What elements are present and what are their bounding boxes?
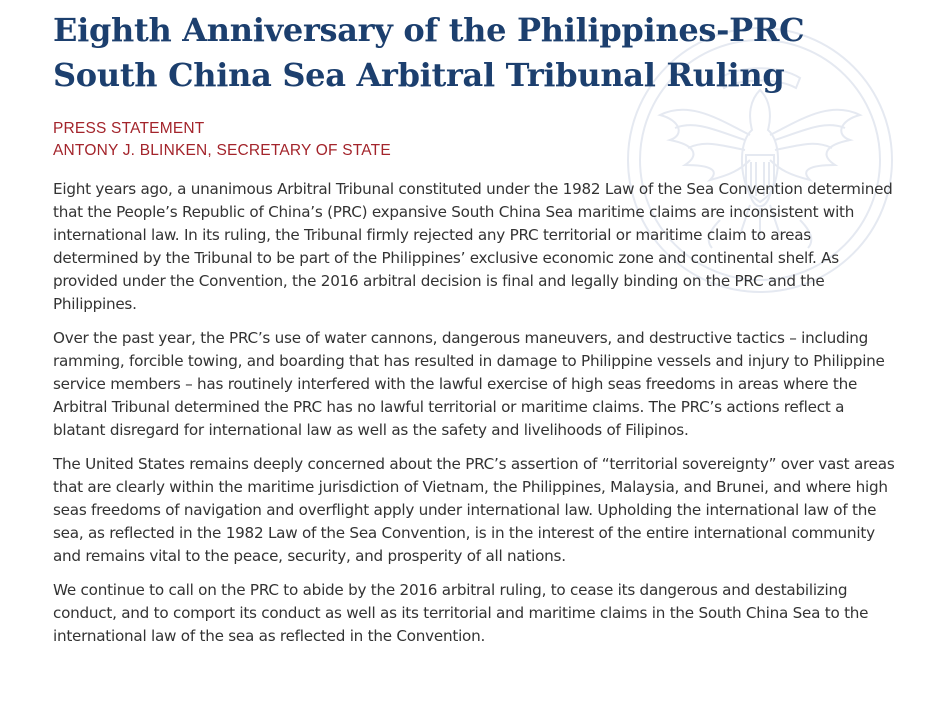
title-line-1: Eighth Anniversary of the Philippines-PRC [53, 11, 805, 49]
statement-meta [53, 118, 900, 162]
body-paragraph-2: Over the past year, the PRC’s use of water cannons, dangerous maneuvers, and destructive tactics – including ramming, forcible towing, and boarding that has resulted in damage to Philippine vessels and injury to Philippine service members – has routinely interfered with the lawful exercise of high seas freedoms in areas where the Arbitral Tribunal determined the PRC has no lawful territorial or maritime claims. The PRC’s actions reflect a blatant disregard for international law as well as the safety and livelihoods of Filipinos. [53, 329, 885, 439]
body-paragraph-4: We continue to call on the PRC to abide by the 2016 arbitral ruling, to cease its dangerous and destabilizing conduct, and to comport its conduct as well as its territorial and maritime claims in the South China Sea to the international law of the sea as reflected in the Convention. [53, 581, 869, 645]
title-line-2: South China Sea Arbitral Tribunal Ruling [53, 56, 785, 94]
body-paragraph-3: The United States remains deeply concerned about the PRC’s assertion of “territorial sovereignty” over vast areas that are clearly within the maritime jurisdiction of Vietnam, the Philippines, Malaysia, and Brunei, and where high seas freedoms of navigation and overflight apply under international law. Upholding the international law of the sea, as reflected in the 1982 Law of the Sea Convention, is in the interest of the entire international community and remains vital to the peace, security, and prosperity of all nations. [53, 455, 895, 565]
page-title [53, 8, 900, 98]
statement-type-label: PRESS STATEMENT [53, 120, 205, 137]
statement-body [53, 178, 900, 648]
body-paragraph-1: Eight years ago, a unanimous Arbitral Tribunal constituted under the 1982 Law of the Sea Convention determined that the People’s Republic of China’s (PRC) expansive South China Sea maritime claims are inconsistent with international law. In its ruling, the Tribunal firmly rejected any PRC territorial or maritime claim to areas determined by the Tribunal to be part of the Philippines’ exclusive economic zone and continental shelf. As provided under the Convention, the 2016 arbitral decision is final and legally binding on the PRC and the Philippines. [53, 180, 893, 313]
statement-author: ANTONY J. BLINKEN, SECRETARY OF STATE [53, 142, 391, 159]
